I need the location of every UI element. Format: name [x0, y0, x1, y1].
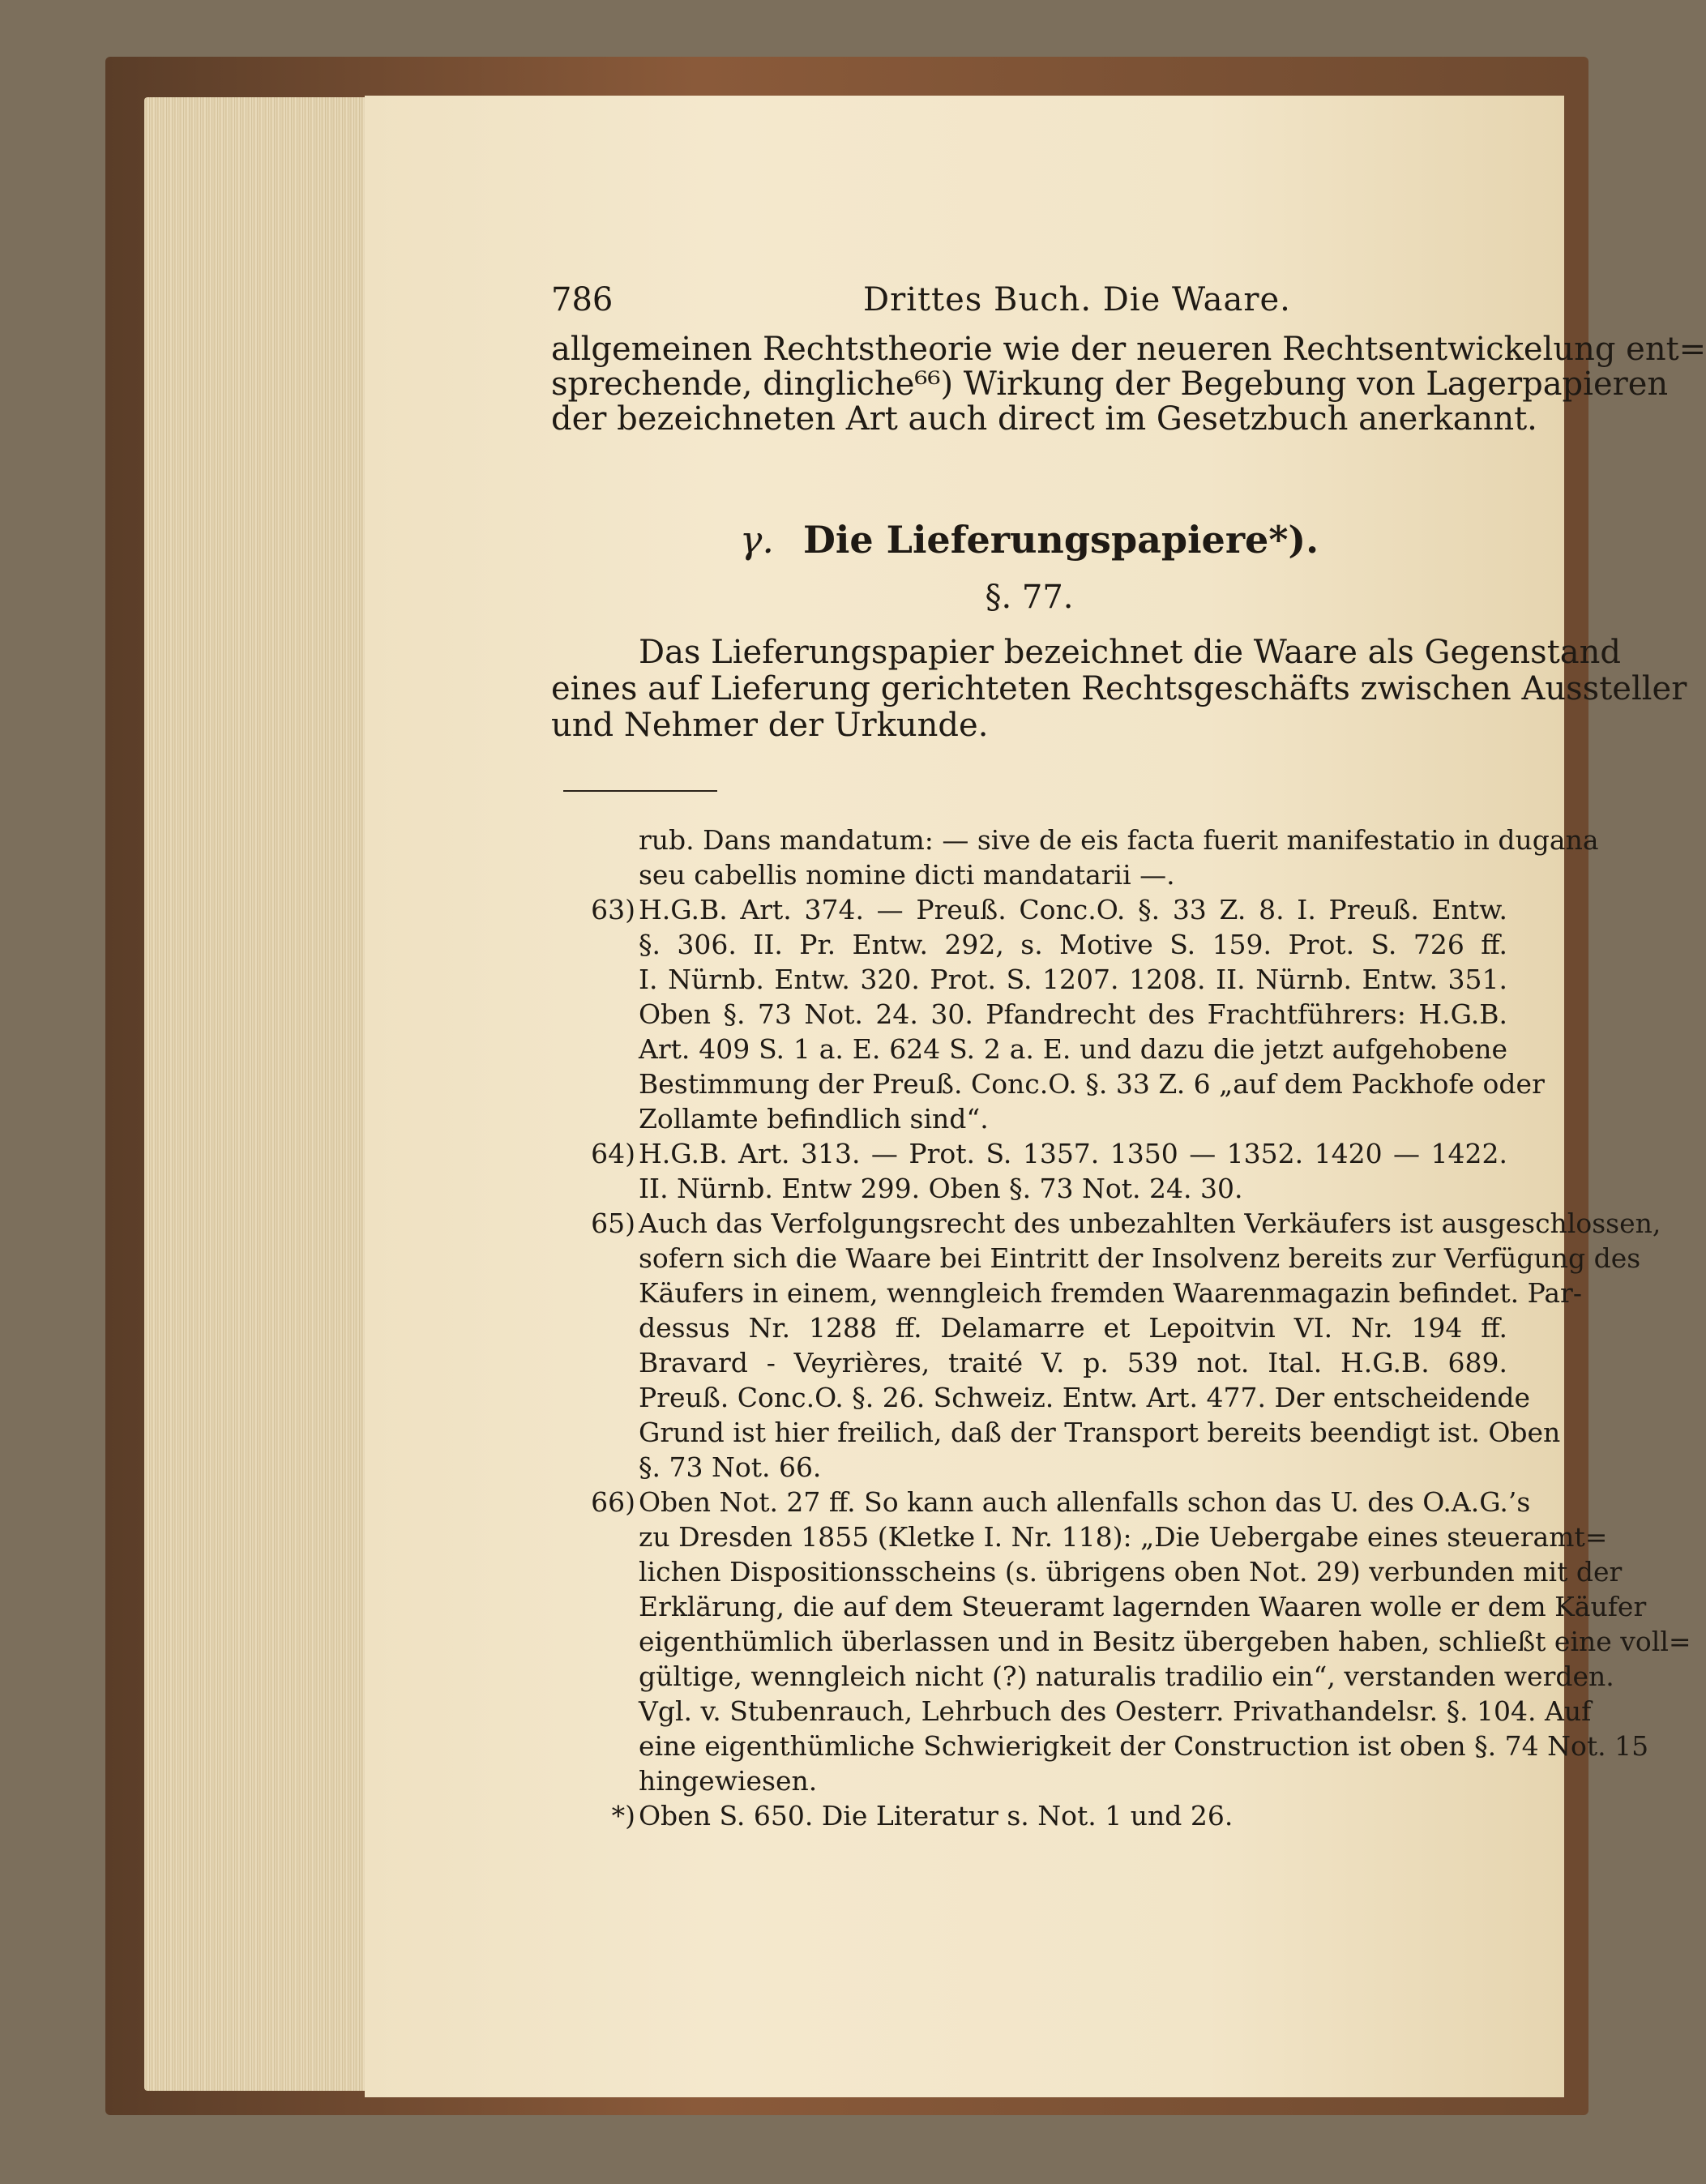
footnote-line: II. Nürnb. Entw 299. Oben §. 73 Not. 24. 30. — [639, 1173, 1243, 1204]
footnote-line: H.G.B. Art. 313. — Prot. S. 1357. 1350 — 1352. 1420 — 1422. — [639, 1138, 1507, 1169]
footnote-line: seu cabellis nomine dicti mandatarii —. — [639, 859, 1175, 891]
footnote-line: hingewiesen. — [639, 1765, 818, 1797]
paragraph-line: Das Lieferungspapier bezeichnet die Waare als Gegenstand — [639, 634, 1621, 671]
paragraph-line: und Nehmer der Urkunde. — [551, 707, 989, 744]
footnote-line: lichen Dispositionsscheins (s. übrigens oben Not. 29) verbunden mit der — [639, 1556, 1623, 1588]
footnote-continuation — [551, 823, 1599, 892]
footnote-line: Grund ist hier freilich, daß der Transport bereits beendigt ist. Oben — [639, 1417, 1561, 1448]
body-text — [551, 331, 1706, 438]
footnote-line: Vgl. v. Stubenrauch, Lehrbuch des Oesterr. Privathandelsr. §. 104. Auf — [639, 1695, 1592, 1727]
footnote-line: Zollamte befindlich sind“. — [639, 1103, 989, 1135]
section-title: Die Lieferungspapiere*). — [802, 518, 1319, 562]
page-number: 786 — [551, 281, 614, 318]
footnote-line: sofern sich die Waare bei Eintritt der Insolvenz bereits zur Verfügung des — [639, 1242, 1641, 1274]
footnote-64 — [551, 1136, 1507, 1206]
footnotes — [551, 823, 1691, 1833]
paragraph-text — [551, 634, 1687, 744]
body-line: der bezeichneten Art auch direct im Gesetzbuch anerkannt. — [551, 400, 1537, 438]
running-title: Drittes Buch. Die Waare. — [863, 281, 1291, 318]
footnote-line: Bravard - Veyrières, traité V. p. 539 not. Ital. H.G.B. 689. — [639, 1347, 1507, 1378]
footnote-line: rub. Dans mandatum: — sive de eis facta fuerit manifestatio in dugana — [639, 824, 1599, 856]
footnote-label: *) — [611, 1800, 635, 1831]
footnote-line: Käufers in einem, wenngleich fremden Waarenmagazin befindet. Par- — [639, 1277, 1582, 1309]
footnote-label: 66) — [591, 1486, 635, 1518]
footnote-line: Oben Not. 27 ff. So kann auch allenfalls schon das U. des O.A.G.’s — [639, 1486, 1531, 1518]
footnote-line: Bestimmung der Preuß. Conc.O. §. 33 Z. 6 „auf dem Packhofe oder — [639, 1068, 1545, 1100]
footnote-line: Preuß. Conc.O. §. 26. Schweiz. Entw. Art. 477. Der entscheidende — [639, 1382, 1531, 1413]
footnote-label: 63) — [591, 894, 635, 925]
footnote-66 — [551, 1485, 1691, 1798]
footnote-label: 65) — [591, 1207, 635, 1239]
section-letter: γ. — [739, 518, 774, 562]
footnote-line: Art. 409 S. 1 a. E. 624 S. 2 a. E. und dazu die jetzt aufgehobene — [639, 1033, 1507, 1065]
footnote-label: 64) — [591, 1138, 635, 1169]
footnote-line: dessus Nr. 1288 ff. Delamarre et Lepoitvin VI. Nr. 194 ff. — [639, 1312, 1507, 1344]
footnote-line: Erklärung, die auf dem Steueramt lagernden Waaren wolle er dem Käufer — [639, 1591, 1647, 1622]
footnote-65 — [551, 1206, 1661, 1485]
footnote-line: H.G.B. Art. 374. — Preuß. Conc.O. §. 33 Z. 8. I. Preuß. Entw. — [639, 894, 1507, 925]
footnote-63 — [551, 892, 1545, 1136]
section-heading — [551, 515, 1507, 564]
footnote-line: §. 73 Not. 66. — [639, 1451, 822, 1483]
footnote-line: Oben S. 650. Die Literatur s. Not. 1 und 26. — [639, 1800, 1234, 1831]
footnote-line: I. Nürnb. Entw. 320. Prot. S. 1207. 1208. II. Nürnb. Entw. 351. — [639, 964, 1507, 995]
paragraph-number: §. 77. — [985, 579, 1074, 616]
footnote-star — [551, 1798, 1507, 1833]
footnote-line: zu Dresden 1855 (Kletke I. Nr. 118): „Die Uebergabe eines steueramt= — [639, 1521, 1608, 1553]
footnote-rule — [563, 790, 717, 792]
footnote-line: §. 306. II. Pr. Entw. 292, s. Motive S. 159. Prot. S. 726 ff. — [639, 929, 1507, 960]
footnote-line: eigenthümlich überlassen und in Besitz übergeben haben, schließt eine voll= — [639, 1626, 1691, 1657]
footnote-line: eine eigenthümliche Schwierigkeit der Construction ist oben §. 74 Not. 15 — [639, 1730, 1649, 1762]
footnote-line: gültige, wenngleich nicht (?) naturalis tradilio ein“, verstanden werden. — [639, 1660, 1614, 1692]
paragraph-line: eines auf Lieferung gerichteten Rechtsgeschäfts zwischen Aussteller — [551, 670, 1687, 707]
page-edges — [144, 97, 371, 2091]
body-line: allgemeinen Rechtstheorie wie der neueren Rechtsentwickelung ent= — [551, 331, 1706, 368]
body-line: sprechende, dingliche⁶⁶) Wirkung der Begebung von Lagerpapieren — [551, 365, 1669, 403]
footnote-line: Auch das Verfolgungsrecht des unbezahlten Verkäufers ist ausgeschlossen, — [639, 1207, 1661, 1239]
page-header — [551, 276, 1507, 324]
footnote-line: Oben §. 73 Not. 24. 30. Pfandrecht des Frachtführers: H.G.B. — [639, 998, 1507, 1030]
